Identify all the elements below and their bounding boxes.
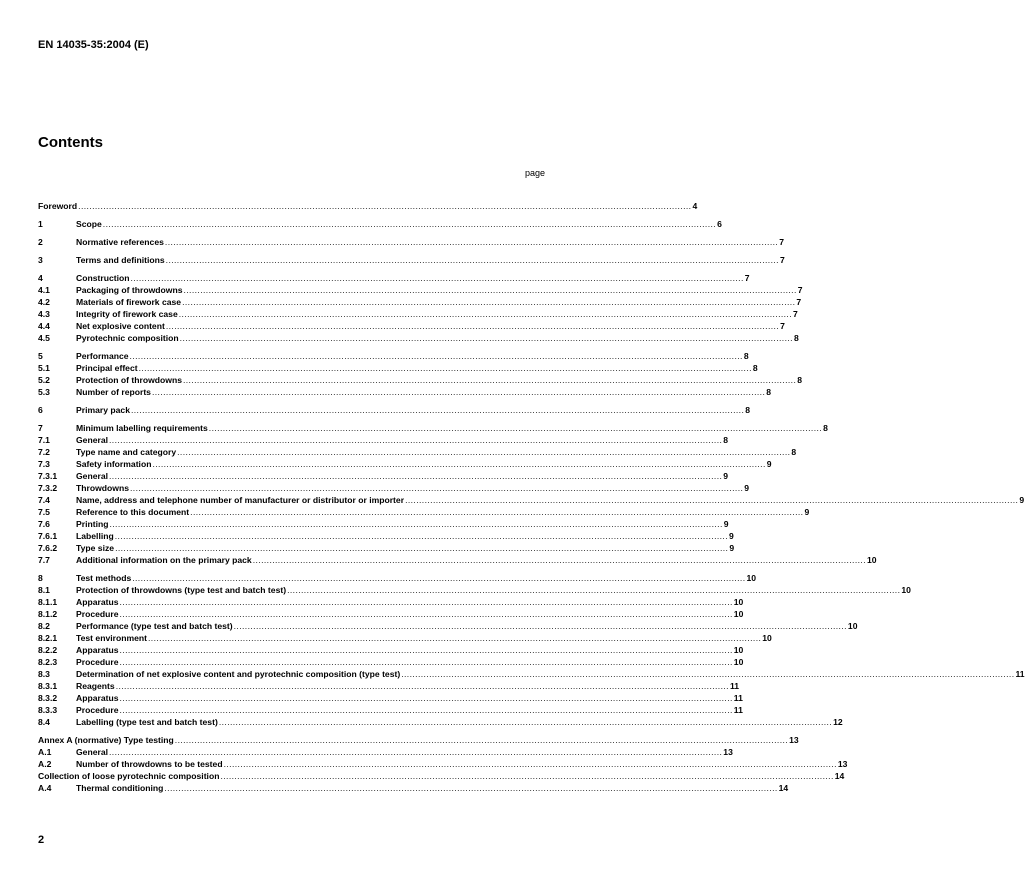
toc-entry-title: Integrity of firework case <box>76 309 178 319</box>
toc-entry <box>38 404 751 416</box>
toc-entry-number: 8.3 <box>38 669 50 679</box>
toc-entry-number: 7.7 <box>38 555 50 565</box>
toc-entry <box>38 734 799 746</box>
toc-entry <box>38 296 802 308</box>
toc-entry-page: 8 <box>793 333 799 343</box>
toc-leader-dots: ............................................................................................................................................................................................................................ <box>78 201 692 211</box>
toc-entry-number: 8.3.3 <box>38 705 58 715</box>
toc-entry-page: 10 <box>733 597 744 607</box>
toc-entry-number: 4.3 <box>38 309 50 319</box>
toc-entry-number: 8.2 <box>38 621 50 631</box>
toc-entry <box>38 470 729 482</box>
toc-entry-title: Labelling <box>76 531 114 541</box>
toc-leader-dots: ............................................................................................................................................................................................................................ <box>119 609 733 619</box>
toc-entry <box>38 680 740 692</box>
toc-entry <box>38 284 803 296</box>
toc-entry <box>38 494 1025 506</box>
toc-leader-dots: ............................................................................................................................................................................................................................ <box>119 657 733 667</box>
toc-entry-page: 11 <box>1015 669 1025 679</box>
toc-entry <box>38 692 743 704</box>
toc-entry-title: Principal effect <box>76 363 138 373</box>
toc-entry <box>38 272 750 284</box>
toc-leader-dots: ............................................................................................................................................................................................................................ <box>183 285 797 295</box>
toc-entry-page: 8 <box>745 405 751 415</box>
toc-entry <box>38 422 828 434</box>
toc-entry-title: Collection of loose pyrotechnic composition <box>38 771 220 781</box>
toc-entry <box>38 350 749 362</box>
toc-entry-number: 4 <box>38 273 43 283</box>
toc-entry-page: 11 <box>733 693 743 703</box>
toc-entry-page: 10 <box>847 621 858 631</box>
toc-entry <box>38 236 784 248</box>
toc-entry-page: 13 <box>789 735 799 745</box>
toc-entry-page: 6 <box>717 219 722 229</box>
toc-entry-number: 7.5 <box>38 507 50 517</box>
toc-entry-title: Throwdowns <box>76 483 129 493</box>
toc-leader-dots: ............................................................................................................................................................................................................................ <box>223 759 837 769</box>
toc-entry-title: Apparatus <box>76 645 119 655</box>
toc-entry-page: 8 <box>766 387 772 397</box>
toc-entry <box>38 254 785 266</box>
toc-entry-number: 8.1.1 <box>38 597 58 607</box>
toc-entry-title: Performance (type test and batch test) <box>76 621 233 631</box>
toc-entry-page: 8 <box>752 363 758 373</box>
toc-leader-dots: ............................................................................................................................................................................................................................ <box>138 363 752 373</box>
toc-entry-page: 14 <box>778 783 789 793</box>
toc-entry-number: 8.1.2 <box>38 609 58 619</box>
toc-entry-page: 12 <box>833 717 843 727</box>
toc-entry <box>38 458 772 470</box>
toc-entry-page: 13 <box>723 747 733 757</box>
toc-entry <box>38 374 803 386</box>
toc-entry <box>38 746 733 758</box>
toc-entry <box>38 218 722 230</box>
toc-leader-dots: ............................................................................................................................................................................................................................ <box>130 405 745 415</box>
toc-entry <box>38 320 785 332</box>
toc-entry <box>38 644 744 656</box>
toc-entry-page: 7 <box>779 237 784 247</box>
toc-leader-dots: ............................................................................................................................................................................................................................ <box>190 507 804 517</box>
toc-entry <box>38 758 848 770</box>
toc-entry-title: Protection of throwdowns <box>76 375 182 385</box>
toc-entry-number: 4.2 <box>38 297 50 307</box>
toc-entry-title: Construction <box>76 273 130 283</box>
toc-entry-title: Test environment <box>76 633 147 643</box>
toc-entry-title: Determination of net explosive content and pyrotechnic composition (type test) <box>76 669 401 679</box>
toc-leader-dots: ............................................................................................................................................................................................................................ <box>130 273 744 283</box>
toc-leader-dots: ............................................................................................................................................................................................................................ <box>109 471 723 481</box>
toc-entry-number: 7.6.2 <box>38 543 58 553</box>
toc-leader-dots: ............................................................................................................................................................................................................................ <box>119 597 733 607</box>
toc-leader-dots: ............................................................................................................................................................................................................................ <box>218 717 833 727</box>
toc-entry-title: Type size <box>76 543 115 553</box>
toc-entry <box>38 620 858 632</box>
toc-entry-page: 9 <box>729 543 735 553</box>
toc-entry-number: A.2 <box>38 759 52 769</box>
toc-entry-page: 7 <box>779 255 785 265</box>
toc-entry-number: 8.3.2 <box>38 693 58 703</box>
toc-entry-number: 8.2.1 <box>38 633 58 643</box>
toc-entry-title: Minimum labelling requirements <box>76 423 208 433</box>
toc-entry-title: Materials of firework case <box>76 297 182 307</box>
table-of-contents <box>38 200 1025 794</box>
toc-leader-dots: ............................................................................................................................................................................................................................ <box>208 423 823 433</box>
toc-entry-title: Scope <box>76 219 102 229</box>
toc-entry-page: 10 <box>867 555 877 565</box>
toc-entry <box>38 542 735 554</box>
toc-entry-page: 9 <box>804 507 810 517</box>
toc-leader-dots: ............................................................................................................................................................................................................................ <box>164 237 779 247</box>
toc-entry-title: General <box>76 747 109 757</box>
toc-entry <box>38 596 744 608</box>
toc-entry-title: Safety information <box>76 459 152 469</box>
toc-leader-dots: ............................................................................................................................................................................................................................ <box>401 669 1015 679</box>
toc-leader-dots: ............................................................................................................................................................................................................................ <box>129 351 743 361</box>
toc-entry-page: 8 <box>791 447 797 457</box>
toc-entry-page: 10 <box>733 645 744 655</box>
toc-entry-page: 7 <box>780 321 785 331</box>
toc-entry <box>38 332 799 344</box>
toc-entry-number: 7.3 <box>38 459 50 469</box>
toc-entry-number: 3 <box>38 255 43 265</box>
toc-entry-title: Performance <box>76 351 129 361</box>
toc-leader-dots: ............................................................................................................................................................................................................................ <box>114 531 729 541</box>
toc-leader-dots: ............................................................................................................................................................................................................................ <box>182 375 797 385</box>
toc-entry-number: 8 <box>38 573 43 583</box>
toc-entry-number: 5.3 <box>38 387 50 397</box>
document-id: EN 14035-35:2004 (E) <box>38 39 149 51</box>
toc-entry-number: 7 <box>38 423 43 433</box>
toc-leader-dots: ............................................................................................................................................................................................................................ <box>177 447 791 457</box>
toc-entry-page: 7 <box>793 309 798 319</box>
toc-leader-dots: ............................................................................................................................................................................................................................ <box>220 771 834 781</box>
toc-entry <box>38 308 798 320</box>
toc-leader-dots: ............................................................................................................................................................................................................................ <box>178 309 793 319</box>
toc-entry-title: General <box>76 435 109 445</box>
toc-entry-page: 9 <box>723 519 729 529</box>
toc-entry-number: 2 <box>38 237 43 247</box>
toc-entry <box>38 572 757 584</box>
toc-leader-dots: ............................................................................................................................................................................................................................ <box>109 747 723 757</box>
toc-leader-dots: ............................................................................................................................................................................................................................ <box>165 255 779 265</box>
toc-leader-dots: ............................................................................................................................................................................................................................ <box>115 681 729 691</box>
toc-entry-number: 8.1 <box>38 585 50 595</box>
toc-entry-number: 8.2.2 <box>38 645 58 655</box>
toc-entry-title: Normative references <box>76 237 164 247</box>
toc-entry-number: 7.6 <box>38 519 50 529</box>
toc-entry-title: Reagents <box>76 681 115 691</box>
toc-entry-number: 5 <box>38 351 43 361</box>
toc-entry-page: 7 <box>796 297 802 307</box>
toc-entry-title: Procedure <box>76 705 119 715</box>
toc-entry-number: 4.1 <box>38 285 50 295</box>
toc-entry-number: 1 <box>38 219 43 229</box>
page-number: 2 <box>38 834 45 846</box>
toc-entry <box>38 704 743 716</box>
toc-entry-number: 5.1 <box>38 363 50 373</box>
toc-leader-dots: ............................................................................................................................................................................................................................ <box>233 621 847 631</box>
toc-entry-title: Pyrotechnic composition <box>76 333 179 343</box>
toc-entry-page: 14 <box>834 771 845 781</box>
toc-leader-dots: ............................................................................................................................................................................................................................ <box>102 219 717 229</box>
toc-entry-title: Name, address and telephone number of manufacturer or distributor or importer <box>76 495 405 505</box>
toc-leader-dots: ............................................................................................................................................................................................................................ <box>130 483 744 493</box>
toc-entry-title: Procedure <box>76 657 119 667</box>
toc-entry-page: 11 <box>733 705 743 715</box>
toc-leader-dots: ............................................................................................................................................................................................................................ <box>287 585 901 595</box>
toc-entry-page: 13 <box>837 759 848 769</box>
toc-entry-title: Foreword <box>38 201 78 211</box>
toc-entry-number: 5.2 <box>38 375 50 385</box>
toc-entry-number: 4.4 <box>38 321 50 331</box>
toc-entry-page: 8 <box>823 423 828 433</box>
toc-entry-page: 9 <box>729 531 734 541</box>
toc-entry-page: 11 <box>729 681 740 691</box>
toc-leader-dots: ............................................................................................................................................................................................................................ <box>148 633 762 643</box>
toc-entry <box>38 530 734 542</box>
toc-entry-page: 9 <box>744 483 750 493</box>
toc-entry-page: 9 <box>1019 495 1025 505</box>
toc-entry-page: 8 <box>743 351 749 361</box>
toc-entry-number: 7.1 <box>38 435 50 445</box>
toc-entry-page: 10 <box>733 609 744 619</box>
toc-entry-title: Type name and category <box>76 447 177 457</box>
toc-leader-dots: ............................................................................................................................................................................................................................ <box>405 495 1019 505</box>
toc-entry-page: 4 <box>692 201 698 211</box>
toc-entry <box>38 200 698 212</box>
toc-entry-page: 8 <box>797 375 803 385</box>
toc-entry <box>38 446 797 458</box>
toc-leader-dots: ............................................................................................................................................................................................................................ <box>174 735 789 745</box>
toc-entry-number: 7.3.1 <box>38 471 58 481</box>
toc-entry <box>38 668 1025 680</box>
toc-entry <box>38 434 729 446</box>
toc-entry <box>38 608 744 620</box>
toc-leader-dots: ............................................................................................................................................................................................................................ <box>252 555 866 565</box>
toc-entry-number: 6 <box>38 405 43 415</box>
toc-entry-number: 7.3.2 <box>38 483 58 493</box>
toc-entry-title: Number of throwdowns to be tested <box>76 759 223 769</box>
toc-entry <box>38 506 810 518</box>
toc-entry <box>38 518 729 530</box>
toc-leader-dots: ............................................................................................................................................................................................................................ <box>115 543 729 553</box>
toc-entry <box>38 584 911 596</box>
toc-leader-dots: ............................................................................................................................................................................................................................ <box>179 333 793 343</box>
toc-leader-dots: ............................................................................................................................................................................................................................ <box>119 705 733 715</box>
toc-entry-title: Procedure <box>76 609 119 619</box>
toc-entry-title: Reference to this document <box>76 507 190 517</box>
toc-entry <box>38 386 772 398</box>
toc-entry-title: Net explosive content <box>76 321 165 331</box>
toc-entry-title: Labelling (type test and batch test) <box>76 717 218 727</box>
toc-leader-dots: ............................................................................................................................................................................................................................ <box>109 519 723 529</box>
toc-leader-dots: ............................................................................................................................................................................................................................ <box>151 387 766 397</box>
toc-entry-title: Additional information on the primary pack <box>76 555 252 565</box>
page-column-label: page <box>524 168 545 178</box>
toc-leader-dots: ............................................................................................................................................................................................................................ <box>119 693 733 703</box>
toc-entry-number: 8.2.3 <box>38 657 58 667</box>
contents-title: Contents <box>38 134 103 151</box>
toc-entry-page: 7 <box>797 285 803 295</box>
toc-entry-page: 9 <box>723 471 729 481</box>
toc-entry-title: Apparatus <box>76 693 119 703</box>
toc-entry-title: Printing <box>76 519 109 529</box>
toc-entry <box>38 716 843 728</box>
toc-leader-dots: ............................................................................................................................................................................................................................ <box>152 459 766 469</box>
toc-entry <box>38 782 789 794</box>
toc-entry-number: 4.5 <box>38 333 50 343</box>
toc-entry-title: Apparatus <box>76 597 119 607</box>
toc-leader-dots: ............................................................................................................................................................................................................................ <box>119 645 733 655</box>
toc-entry-title: Terms and definitions <box>76 255 165 265</box>
toc-entry-page: 7 <box>744 273 750 283</box>
toc-entry-page: 10 <box>733 657 744 667</box>
toc-entry-page: 10 <box>746 573 757 583</box>
toc-entry-title: General <box>76 471 109 481</box>
toc-entry-number: A.1 <box>38 747 52 757</box>
toc-entry <box>38 770 845 782</box>
toc-entry-page: 8 <box>723 435 729 445</box>
toc-entry <box>38 482 750 494</box>
toc-entry-title: Test methods <box>76 573 132 583</box>
toc-leader-dots: ............................................................................................................................................................................................................................ <box>132 573 746 583</box>
toc-entry-number: 7.4 <box>38 495 50 505</box>
toc-leader-dots: ............................................................................................................................................................................................................................ <box>164 783 778 793</box>
toc-entry-number: 8.3.1 <box>38 681 58 691</box>
toc-entry <box>38 656 744 668</box>
toc-entry-number: 7.6.1 <box>38 531 58 541</box>
toc-leader-dots: ............................................................................................................................................................................................................................ <box>109 435 723 445</box>
toc-leader-dots: ............................................................................................................................................................................................................................ <box>182 297 796 307</box>
toc-entry-number: A.4 <box>38 783 52 793</box>
toc-entry-title: Number of reports <box>76 387 151 397</box>
toc-entry <box>38 632 772 644</box>
toc-entry <box>38 362 758 374</box>
toc-entry-title: Packaging of throwdowns <box>76 285 183 295</box>
toc-leader-dots: ............................................................................................................................................................................................................................ <box>165 321 780 331</box>
toc-entry-title: Annex A (normative) Type testing <box>38 735 174 745</box>
toc-entry-number: 8.4 <box>38 717 50 727</box>
toc-entry <box>38 554 877 566</box>
toc-entry-page: 10 <box>901 585 911 595</box>
toc-entry-number: 7.2 <box>38 447 50 457</box>
toc-entry-page: 10 <box>762 633 772 643</box>
toc-entry-title: Primary pack <box>76 405 130 415</box>
toc-entry-page: 9 <box>766 459 772 469</box>
toc-entry-title: Protection of throwdowns (type test and batch test) <box>76 585 287 595</box>
toc-entry-title: Thermal conditioning <box>76 783 164 793</box>
